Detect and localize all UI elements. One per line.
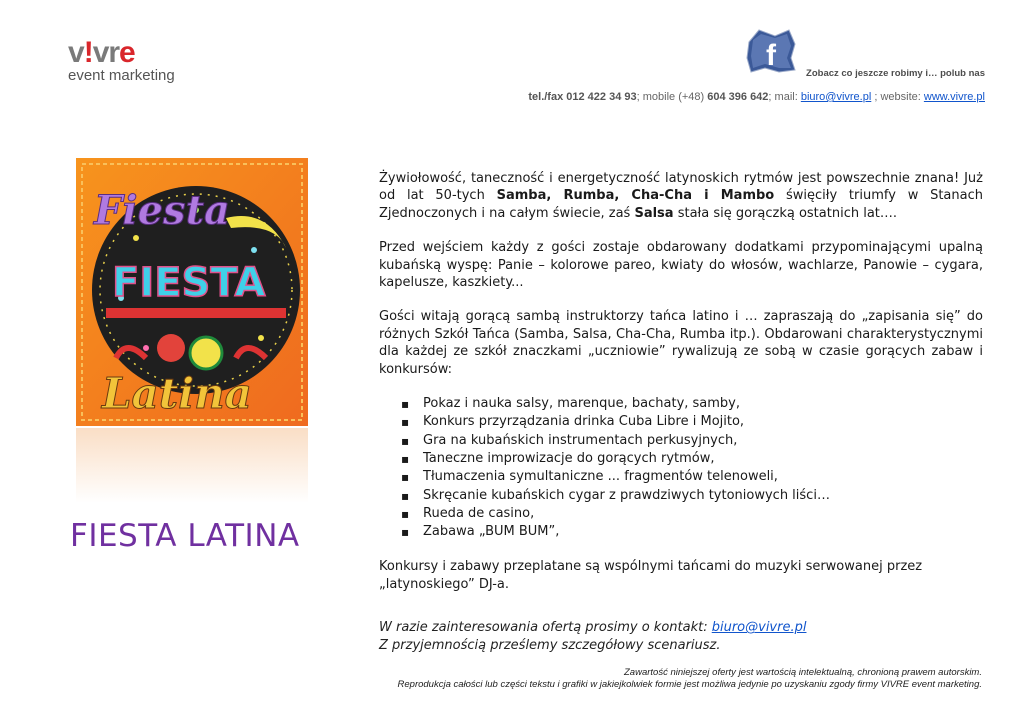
cta-email-link[interactable]: biuro@vivre.pl	[711, 620, 807, 636]
facebook-caption[interactable]: Zobacz co jeszcze robimy i… polub nas	[806, 68, 985, 79]
contact-call-to-action: W razie zainteresowania ofertą prosimy o kontakt: biuro@vivre.pl Z przyjemnością prześlemy szczegółowy scenariusz.	[379, 620, 807, 653]
list-item: ▪ Tłumaczenia symultaniczne ... fragmentów telenoweli,	[401, 468, 983, 486]
poster-line-1: Fiesta	[94, 187, 230, 234]
logo-subtitle: event marketing	[68, 67, 175, 84]
list-item: ▪ Gra na kubańskich instrumentach perkusyjnych,	[401, 432, 983, 450]
website-link[interactable]: www.vivre.pl	[923, 91, 985, 103]
list-item: ▪ Rueda de casino,	[401, 505, 983, 523]
contact-line: tel./fax 012 422 34 93; mobile (+48) 604 396 642; mail: biuro@vivre.pl ; website: www.vivre.pl	[528, 91, 985, 103]
footer-line-2: Reprodukcja całości lub części tekstu i grafiki w jakiejkolwiek formie jest możliwa jedynie po uzyskaniu zgody firmy VIVRE event marketing.	[397, 679, 982, 690]
phone-number: 012 422 34 93	[566, 91, 637, 103]
svg-text:f: f	[766, 39, 776, 72]
email-link[interactable]: biuro@vivre.pl	[800, 91, 872, 103]
activities-list	[379, 395, 983, 541]
list-item: ▪ Konkurs przyrządzania drinka Cuba Libre i Mojito,	[401, 413, 983, 431]
poster-line-3: Latina	[102, 369, 252, 418]
list-item: ▪ Pokaz i nauka salsy, marenque, bachaty, samby,	[401, 395, 983, 413]
closing-paragraph: Konkursy i zabawy przeplatane są wspólnymi tańcami do muzyki serwowanej przez „latynoskiego” DJ-a.	[379, 559, 923, 592]
schools-paragraph: Gości witają gorącą sambą instruktorzy tańca latino i … zapraszają do „zapisania się” do różnych Szkół Tańca (Samba, Salsa, Cha-Cha, Rumba itp.). Obdarowani charakterystycznymi dla każdej ze szkół znaczkami „uczniowie” rywalizują ze sobą w czasie gorących zabaw i konkursów:	[379, 309, 983, 377]
list-item: ▪ Skręcanie kubańskich cygar z prawdziwych tytoniowych liści…	[401, 487, 983, 505]
fiesta-latina-poster	[76, 158, 308, 426]
logo-wordmark: v!vre	[68, 36, 135, 69]
page-title: FIESTA LATINA	[70, 518, 300, 554]
list-item: ▪ Taneczne improwizacje do gorących rytmów,	[401, 450, 983, 468]
list-item: ▪ Zabawa „BUM BUM”,	[401, 523, 983, 541]
poster-line-2: FIESTA	[112, 260, 266, 306]
gifts-paragraph: Przed wejściem każdy z gości zostaje obdarowany dodatkami przypominającymi upalną kubańską wyspę: Panie – kolorowe pareo, kwiaty do włosów, wachlarze, Panowie – cygara, kapelusze, kaszkiety...	[379, 240, 983, 291]
copyright-footer	[398, 667, 982, 691]
intro-paragraph: Żywiołowość, taneczność i energetyczność latynoskich rytmów jest powszechnie znana! Już od lat 50-tych Samba, Rumba, Cha-Cha i Mambo święciły triumfy w Stanach Zjednoczonych i na całym świecie, zaś Salsa stała się gorączką ostatnich lat….	[379, 171, 983, 221]
footer-line-1: Zawartość niniejszej oferty jest wartością intelektualną, chronioną prawem autorskim.	[624, 667, 982, 678]
offer-description	[379, 170, 983, 654]
facebook-icon[interactable]	[745, 28, 797, 74]
mobile-number: 604 396 642	[707, 91, 769, 103]
vivre-logo	[68, 38, 198, 86]
poster-reflection	[76, 428, 308, 503]
